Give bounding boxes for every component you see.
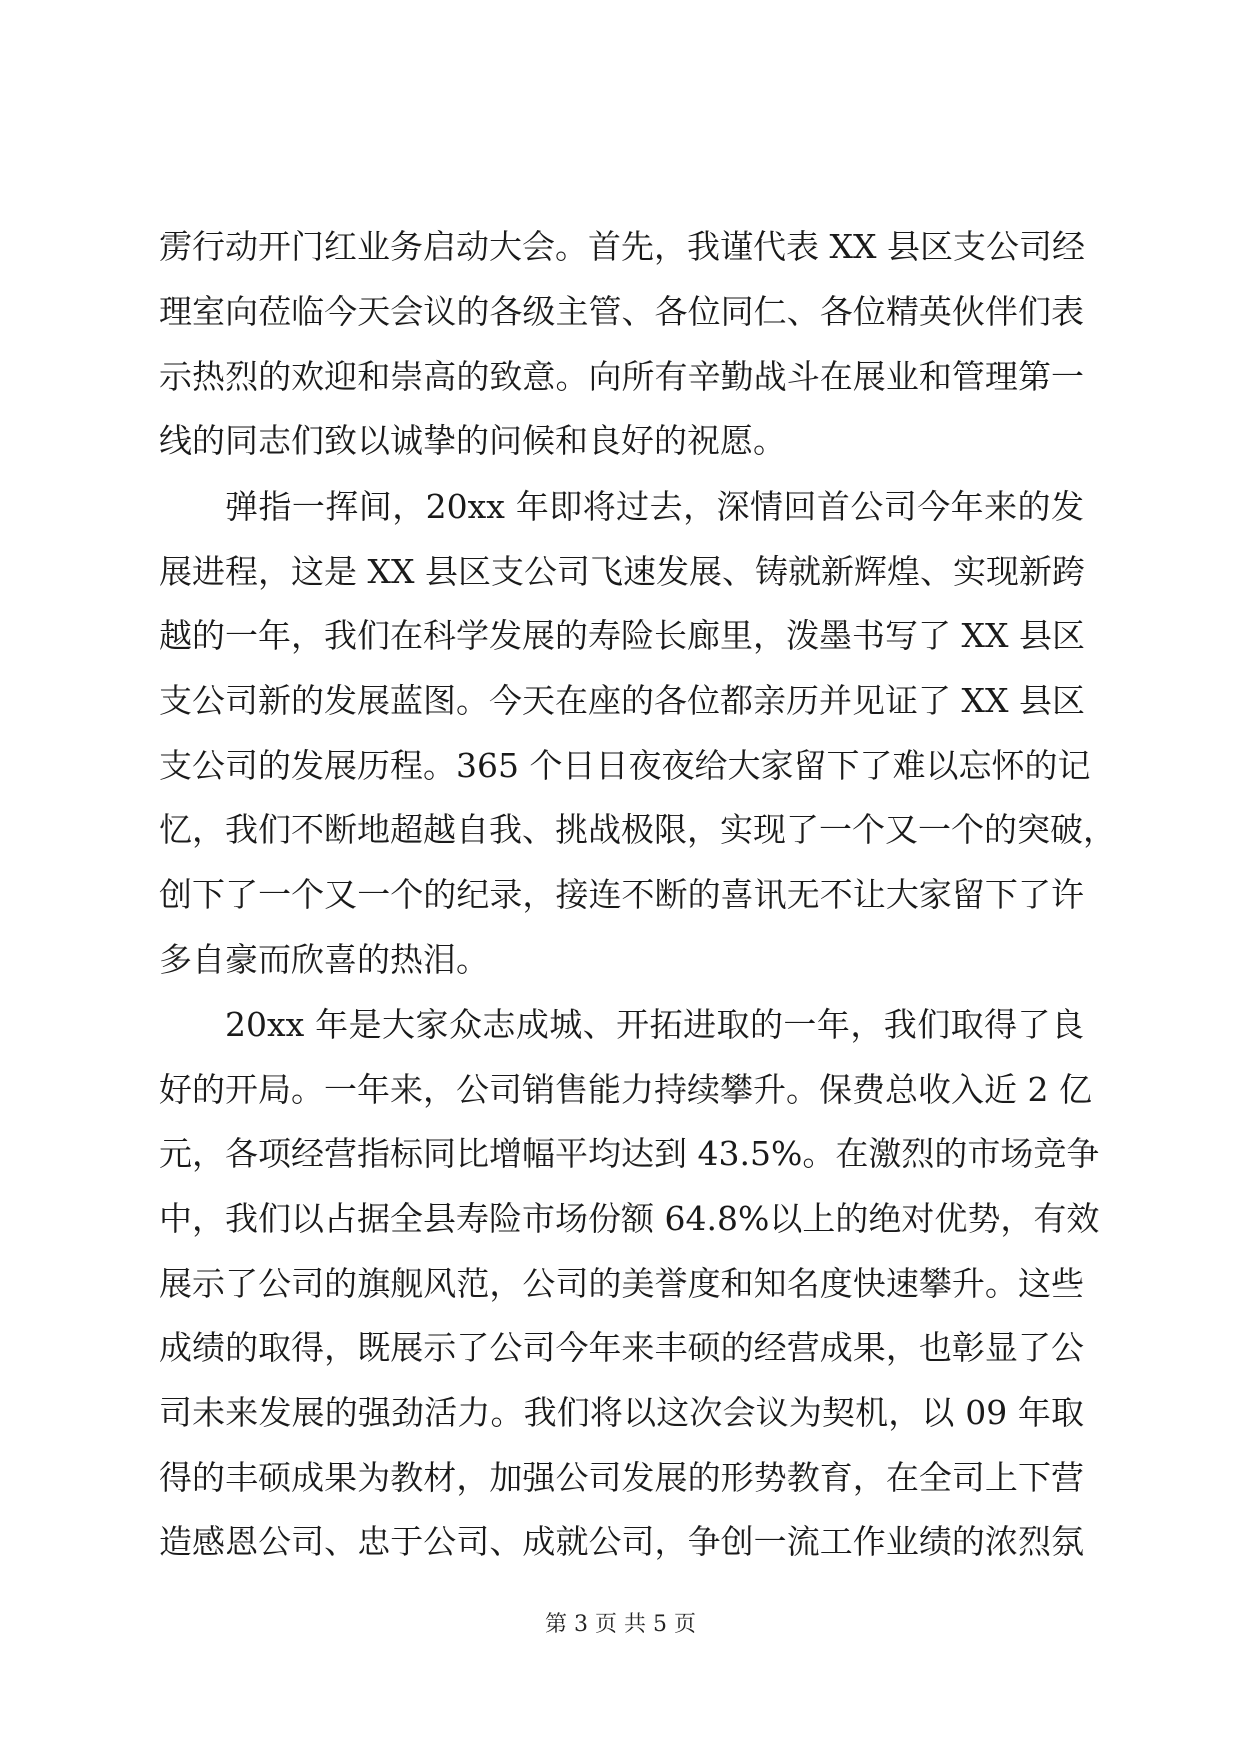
text-line: 得的丰硕成果为教材，加强公司发展的形势教育，在全司上下营: [159, 1458, 1084, 1497]
paragraph-first-line: 20xx 年是大家众志成城、开拓进取的一年，我们取得了良: [225, 1005, 1084, 1044]
text-line: 展进程，这是 XX 县区支公司飞速发展、铸就新辉煌、实现新跨: [159, 552, 1085, 591]
text-line: 越的一年，我们在科学发展的寿险长廊里，泼墨书写了 XX 县区: [159, 616, 1085, 655]
text-line: 展示了公司的旗舰风范，公司的美誉度和知名度快速攀升。这些: [159, 1264, 1084, 1303]
text-line: 元，各项经营指标同比增幅平均达到 43.5%。在激烈的市场竞争: [159, 1134, 1100, 1173]
page-number-footer: 第 3 页 共 5 页: [545, 1612, 696, 1637]
text-line: 创下了一个又一个的纪录，接连不断的喜讯无不让大家留下了许: [159, 875, 1084, 914]
text-line: 造感恩公司、忠于公司、成就公司，争创一流工作业绩的浓烈氛: [159, 1522, 1084, 1561]
text-line: 忆，我们不断地超越自我、挑战极限，实现了一个又一个的突破，: [159, 810, 1116, 849]
text-line: 好的开局。一年来，公司销售能力持续攀升。保费总收入近 2 亿: [159, 1070, 1092, 1109]
text-line: 司未来发展的强劲活力。我们将以这次会议为契机，以 09 年取: [159, 1393, 1084, 1432]
text-line: 支公司新的发展蓝图。今天在座的各位都亲历并见证了 XX 县区: [159, 681, 1085, 720]
text-line: 雳行动开门红业务启动大会。首先，我谨代表 XX 县区支公司经: [159, 227, 1085, 266]
text-line: 成绩的取得，既展示了公司今年来丰硕的经营成果，也彰显了公: [159, 1328, 1084, 1367]
paragraph-first-line: 弹指一挥间，20xx 年即将过去，深情回首公司今年来的发: [225, 487, 1084, 526]
text-line: 多自豪而欣喜的热泪。: [159, 940, 489, 979]
text-line: 示热烈的欢迎和崇高的致意。向所有辛勤战斗在展业和管理第一: [159, 357, 1084, 396]
text-line: 支公司的发展历程。365 个日日夜夜给大家留下了难以忘怀的记: [159, 746, 1091, 785]
text-line: 理室向莅临今天会议的各级主管、各位同仁、各位精英伙伴们表: [159, 292, 1084, 331]
text-line: 线的同志们致以诚挚的问候和良好的祝愿。: [159, 421, 786, 460]
text-line: 中，我们以占据全县寿险市场份额 64.8%以上的绝对优势，有效: [159, 1199, 1100, 1238]
